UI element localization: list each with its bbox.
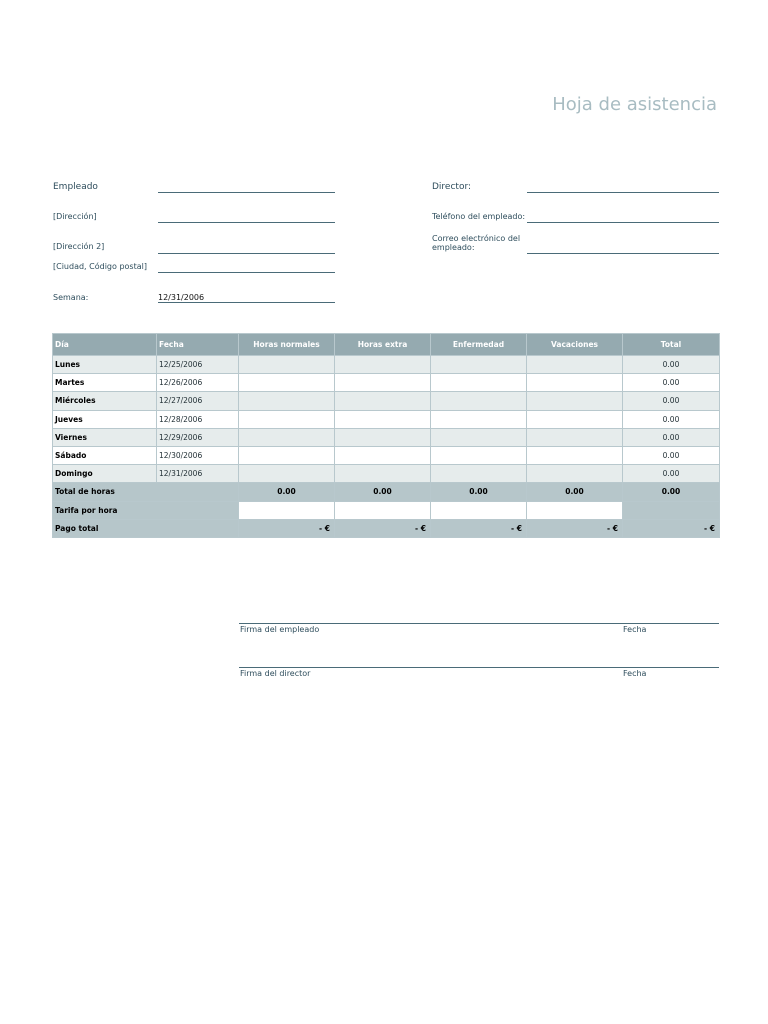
total-vacation: 0.00: [527, 483, 623, 501]
overtime-cell[interactable]: [335, 392, 431, 410]
employee-email-field[interactable]: [527, 253, 719, 254]
day-cell: Sábado: [53, 446, 157, 464]
regular-hours-cell[interactable]: [239, 410, 335, 428]
date-cell: 12/30/2006: [157, 446, 239, 464]
sick-cell[interactable]: [431, 356, 527, 374]
date-cell: 12/28/2006: [157, 410, 239, 428]
col-header-overtime: Horas extra: [335, 334, 431, 356]
day-cell: Lunes: [53, 356, 157, 374]
sick-cell[interactable]: [431, 446, 527, 464]
day-cell: Miércoles: [53, 392, 157, 410]
total-cell: 0.00: [623, 392, 720, 410]
overtime-cell[interactable]: [335, 356, 431, 374]
employee-signature-line[interactable]: [239, 623, 719, 624]
day-cell: Jueves: [53, 410, 157, 428]
day-cell: Domingo: [53, 465, 157, 483]
manager-label: Director:: [432, 182, 472, 192]
total-pay-row: [53, 519, 720, 537]
address2-field[interactable]: [158, 253, 335, 254]
total-cell: 0.00: [623, 356, 720, 374]
pay-regular: - €: [239, 519, 335, 537]
regular-hours-cell[interactable]: [239, 446, 335, 464]
total-regular-hours: 0.00: [239, 483, 335, 501]
table-header-row: [53, 334, 720, 356]
hourly-rate-label: Tarifa por hora: [53, 501, 239, 519]
table-row: [53, 410, 720, 428]
pay-total: - €: [623, 519, 720, 537]
week-field[interactable]: [158, 302, 335, 303]
rate-regular-cell[interactable]: [239, 501, 335, 519]
manager-signature-line[interactable]: [239, 667, 719, 668]
vacation-cell[interactable]: [527, 428, 623, 446]
col-header-day: Día: [53, 334, 157, 356]
vacation-cell[interactable]: [527, 465, 623, 483]
city-zip-label: [Ciudad, Código postal]: [53, 262, 147, 271]
sick-cell[interactable]: [431, 374, 527, 392]
date-cell: 12/26/2006: [157, 374, 239, 392]
employee-field[interactable]: [158, 192, 335, 193]
employee-email-label-line2: empleado:: [432, 243, 475, 252]
overtime-cell[interactable]: [335, 428, 431, 446]
sick-cell[interactable]: [431, 392, 527, 410]
col-header-regular-hours: Horas normales: [239, 334, 335, 356]
total-overtime: 0.00: [335, 483, 431, 501]
table-row: [53, 374, 720, 392]
total-sick: 0.00: [431, 483, 527, 501]
vacation-cell[interactable]: [527, 374, 623, 392]
overtime-cell[interactable]: [335, 374, 431, 392]
overtime-cell[interactable]: [335, 410, 431, 428]
col-header-date: Fecha: [157, 334, 239, 356]
grand-total-hours: 0.00: [623, 483, 720, 501]
employee-signature-date-label: Fecha: [623, 625, 647, 634]
employee-signature-label: Firma del empleado: [240, 625, 320, 634]
address-label: [Dirección]: [53, 212, 97, 221]
vacation-cell[interactable]: [527, 446, 623, 464]
sick-cell[interactable]: [431, 465, 527, 483]
day-cell: Martes: [53, 374, 157, 392]
table-row: [53, 356, 720, 374]
vacation-cell[interactable]: [527, 356, 623, 374]
address-field[interactable]: [158, 222, 335, 223]
total-hours-row: [53, 483, 720, 501]
page-title: Hoja de asistencia: [552, 94, 717, 115]
city-zip-field[interactable]: [158, 272, 335, 273]
manager-field[interactable]: [527, 192, 719, 193]
regular-hours-cell[interactable]: [239, 392, 335, 410]
employee-label: Empleado: [53, 182, 98, 192]
sick-cell[interactable]: [431, 428, 527, 446]
total-cell: 0.00: [623, 465, 720, 483]
total-cell: 0.00: [623, 410, 720, 428]
pay-overtime: - €: [335, 519, 431, 537]
date-cell: 12/25/2006: [157, 356, 239, 374]
col-header-total: Total: [623, 334, 720, 356]
regular-hours-cell[interactable]: [239, 356, 335, 374]
overtime-cell[interactable]: [335, 446, 431, 464]
week-label: Semana:: [53, 293, 89, 302]
rate-total-cell: [623, 501, 720, 519]
table-row: [53, 428, 720, 446]
table-row: [53, 465, 720, 483]
total-pay-label: Pago total: [53, 519, 239, 537]
total-cell: 0.00: [623, 446, 720, 464]
week-value: 12/31/2006: [158, 293, 205, 302]
table-row: [53, 392, 720, 410]
overtime-cell[interactable]: [335, 465, 431, 483]
sick-cell[interactable]: [431, 410, 527, 428]
manager-signature-label: Firma del director: [240, 669, 311, 678]
date-cell: 12/29/2006: [157, 428, 239, 446]
address2-label: [Dirección 2]: [53, 242, 105, 251]
pay-sick: - €: [431, 519, 527, 537]
employee-phone-label: Teléfono del empleado:: [432, 212, 526, 221]
employee-email-label: [432, 234, 520, 252]
total-cell: 0.00: [623, 428, 720, 446]
hourly-rate-row: [53, 501, 720, 519]
date-cell: 12/31/2006: [157, 465, 239, 483]
vacation-cell[interactable]: [527, 410, 623, 428]
rate-vacation-cell[interactable]: [527, 501, 623, 519]
regular-hours-cell[interactable]: [239, 428, 335, 446]
total-cell: 0.00: [623, 374, 720, 392]
table-row: [53, 446, 720, 464]
col-header-vacation: Vacaciones: [527, 334, 623, 356]
manager-signature-date-label: Fecha: [623, 669, 647, 678]
date-cell: 12/27/2006: [157, 392, 239, 410]
regular-hours-cell[interactable]: [239, 374, 335, 392]
pay-vacation: - €: [527, 519, 623, 537]
day-cell: Viernes: [53, 428, 157, 446]
rate-sick-cell[interactable]: [431, 501, 527, 519]
employee-phone-field[interactable]: [527, 222, 719, 223]
total-hours-label: Total de horas: [53, 483, 239, 501]
regular-hours-cell[interactable]: [239, 465, 335, 483]
col-header-sick: Enfermedad: [431, 334, 527, 356]
employee-email-label-line1: Correo electrónico del: [432, 234, 521, 243]
vacation-cell[interactable]: [527, 392, 623, 410]
timesheet-table: [52, 333, 720, 538]
rate-overtime-cell[interactable]: [335, 501, 431, 519]
